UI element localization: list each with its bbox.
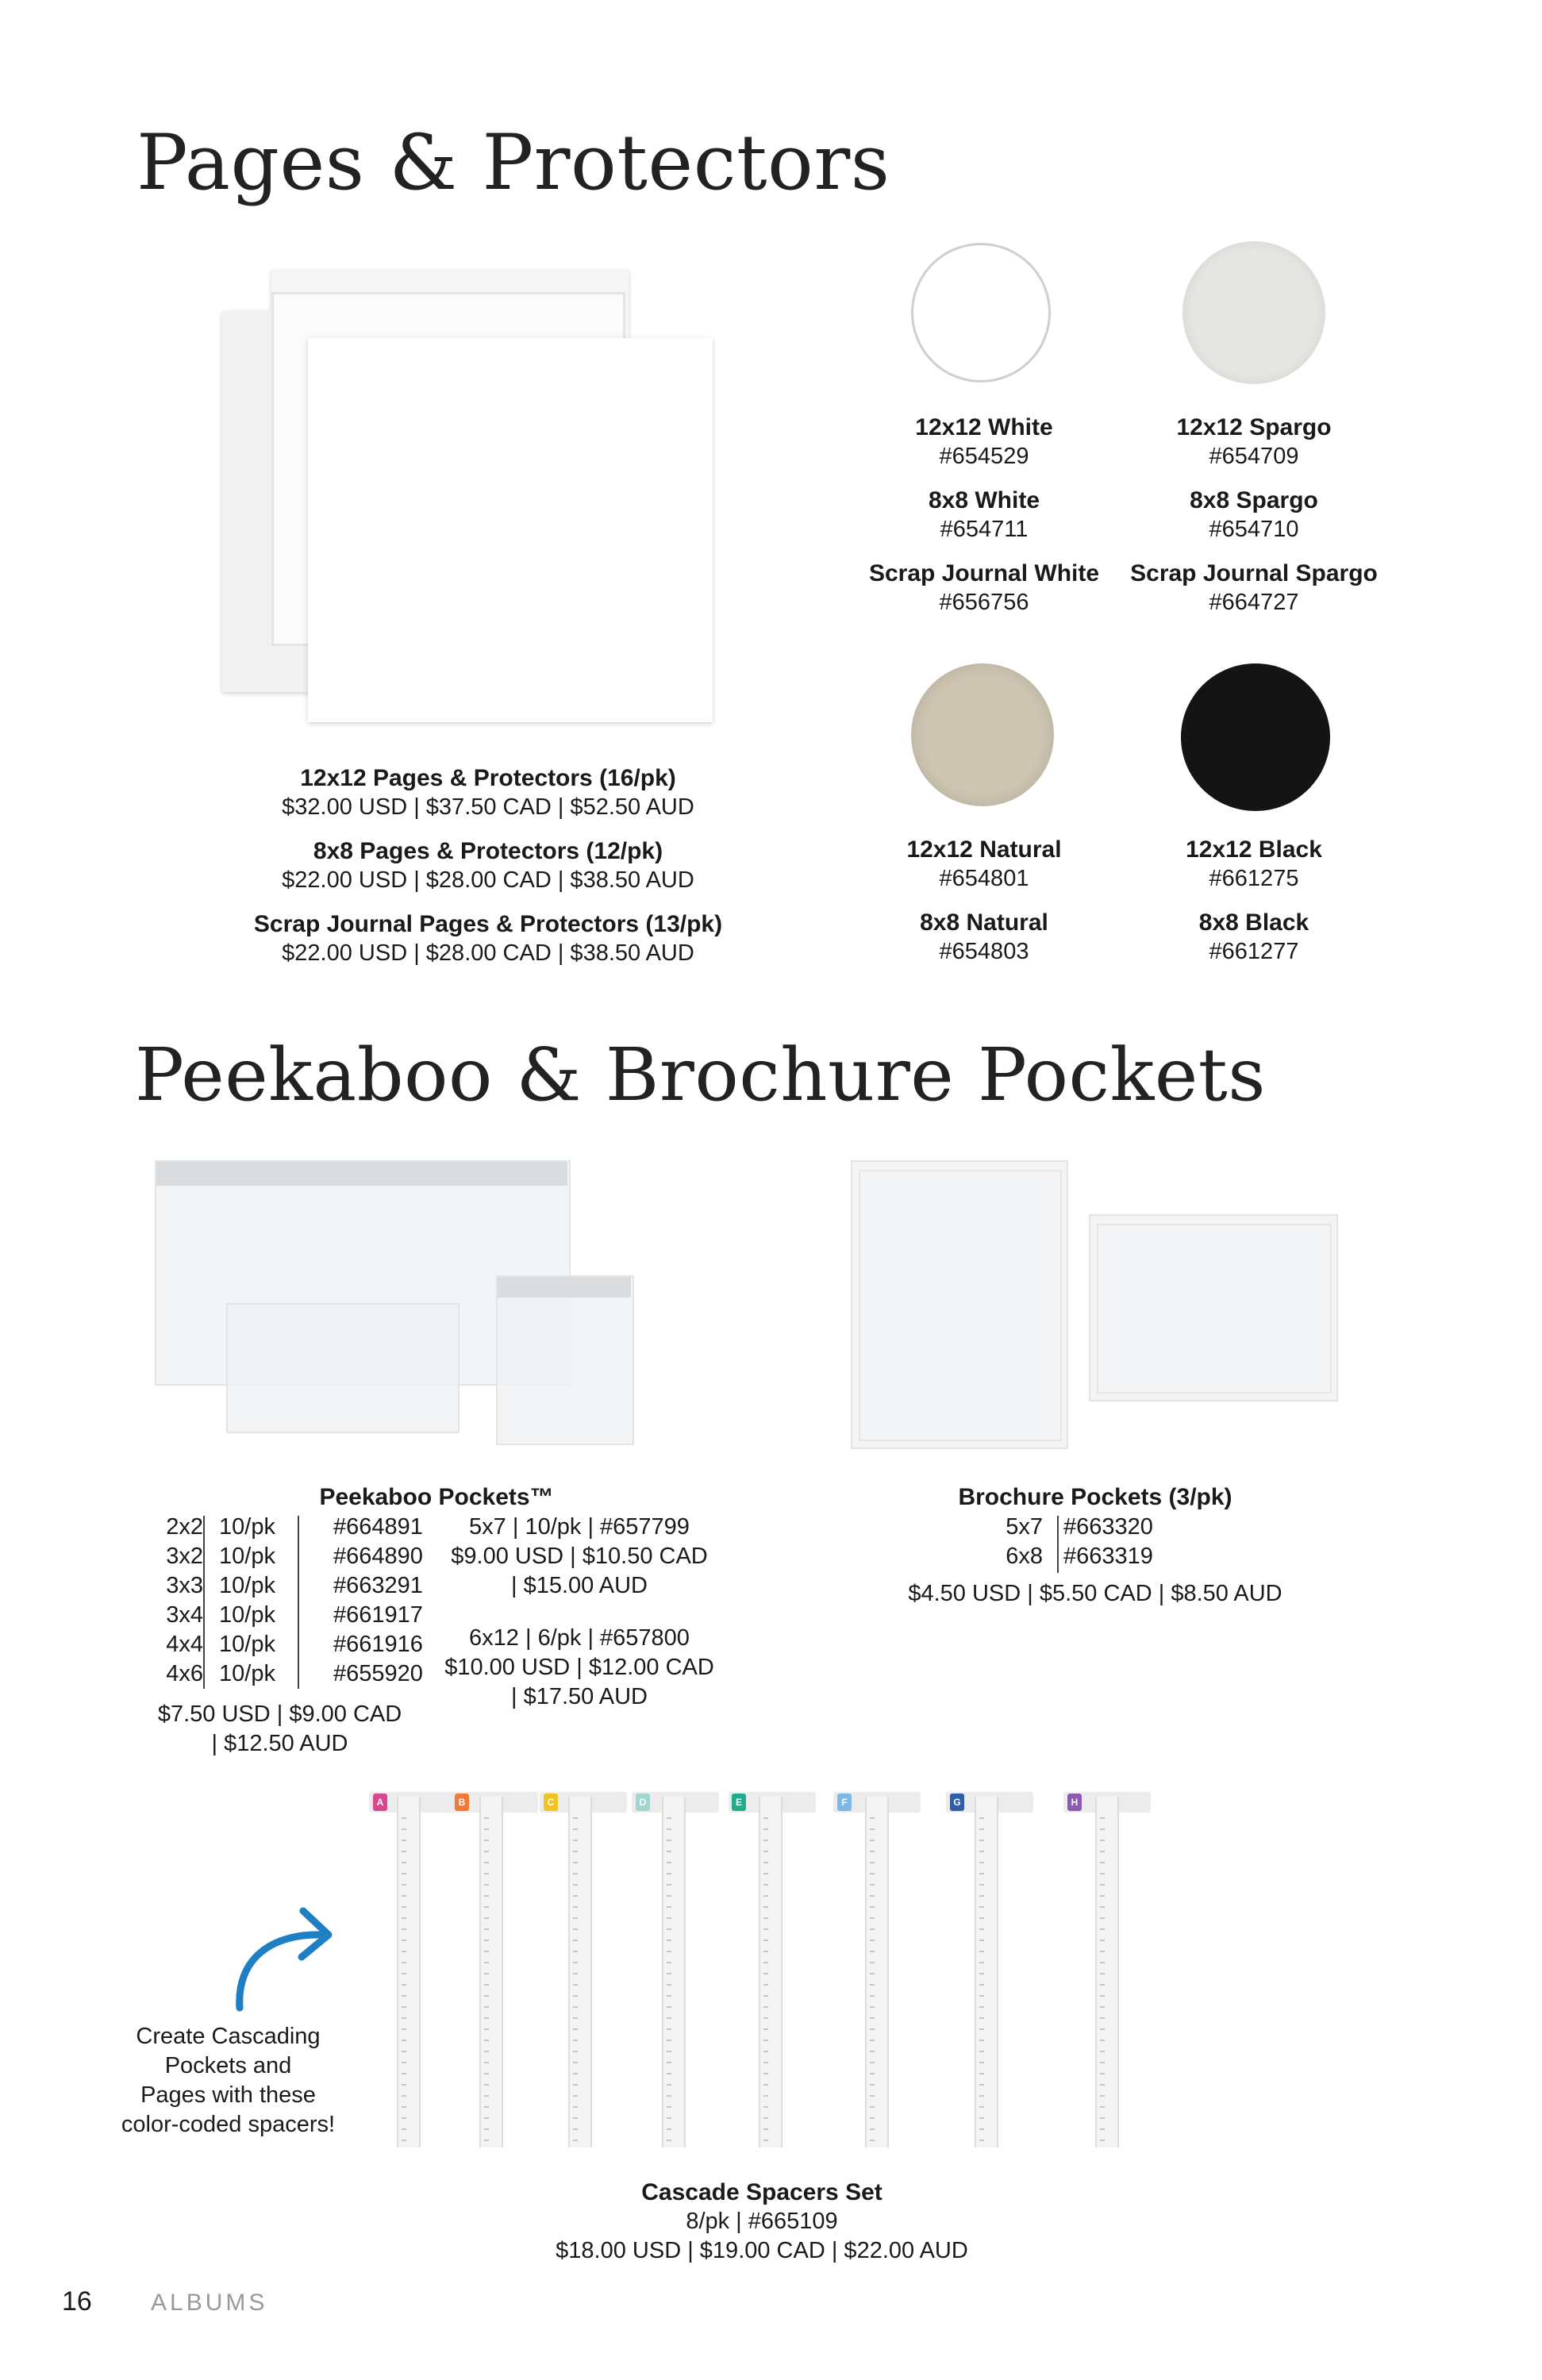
table-row xyxy=(968,1542,1254,1571)
pack-cell: 10/pk xyxy=(219,1544,275,1569)
sku-cell: #661917 xyxy=(333,1602,423,1628)
variant-sku: #654709 xyxy=(1209,444,1299,469)
spacer-label: E xyxy=(732,1794,746,1811)
product-price: $22.00 USD | $28.00 CAD | $38.50 AUD xyxy=(282,940,694,966)
column-divider xyxy=(203,1516,205,1689)
size-cell: 5x7 xyxy=(1006,1514,1043,1540)
callout-line: Pockets and xyxy=(164,2053,292,2078)
peekaboo-price xyxy=(119,1700,440,1759)
spacer-label: C xyxy=(544,1794,558,1811)
variant-sku: #664727 xyxy=(1209,590,1299,615)
white-variants xyxy=(857,413,1111,617)
product-pack: 8/pk | #665109 xyxy=(686,2209,838,2234)
variant-name: 12x12 Black xyxy=(1186,836,1322,863)
product-name: Cascade Spacers Set xyxy=(641,2179,883,2205)
spacer-label: D xyxy=(636,1794,650,1811)
swatch-black xyxy=(1181,663,1330,811)
brochure-table xyxy=(968,1513,1254,1571)
swatch-white xyxy=(911,243,1051,383)
pack-cell: 10/pk xyxy=(219,1632,275,1657)
pages-protectors-list xyxy=(198,763,778,968)
section-title-peekaboo-brochure: Peekaboo & Brochure Pockets xyxy=(135,1032,1266,1117)
table-row xyxy=(143,1659,429,1689)
table-row xyxy=(143,1630,429,1659)
table-row xyxy=(143,1513,429,1542)
peekaboo-6x12 xyxy=(429,1624,730,1712)
variant-sku: #654803 xyxy=(939,939,1029,964)
variant-name: 8x8 Natural xyxy=(920,909,1048,936)
size-cell: 3x4 xyxy=(166,1602,203,1628)
variant-sku: #661277 xyxy=(1209,939,1299,964)
callout-line: Pages with these xyxy=(140,2082,316,2108)
size-cell: 3x2 xyxy=(166,1544,203,1569)
pack-cell: 10/pk xyxy=(219,1661,275,1686)
table-row xyxy=(968,1513,1254,1542)
item-line: $10.00 USD | $12.00 CAD xyxy=(444,1655,714,1680)
sku-cell: #663291 xyxy=(333,1573,423,1598)
size-cell: 2x2 xyxy=(166,1514,203,1540)
column-divider xyxy=(298,1516,299,1689)
cascade-info xyxy=(444,2178,1079,2266)
variant-sku: #654529 xyxy=(939,444,1029,469)
sku-cell: #661916 xyxy=(333,1632,423,1657)
item-line: $9.00 USD | $10.50 CAD xyxy=(451,1544,708,1569)
size-cell: 4x6 xyxy=(166,1661,203,1686)
swatch-spargo xyxy=(1182,241,1325,384)
variant-name: 8x8 Black xyxy=(1198,909,1309,936)
price-line: | $12.50 AUD xyxy=(211,1731,348,1756)
variant-name: 12x12 Natural xyxy=(906,836,1062,863)
product-name: Scrap Journal Pages & Protectors (13/pk) xyxy=(253,911,723,937)
variant-name: 8x8 Spargo xyxy=(1190,487,1318,513)
brochure-price: $4.50 USD | $5.50 CAD | $8.50 AUD xyxy=(908,1581,1282,1606)
spacer-label: G xyxy=(950,1794,964,1811)
peekaboo-5x7 xyxy=(429,1513,730,1601)
section-title-pages-protectors: Pages & Protectors xyxy=(137,118,890,207)
variant-sku: #654801 xyxy=(939,866,1029,891)
spargo-variants xyxy=(1115,413,1393,617)
callout-line: color-coded spacers! xyxy=(121,2112,336,2137)
item-line: 5x7 | 10/pk | #657799 xyxy=(469,1514,690,1540)
cascade-callout xyxy=(87,2022,369,2140)
spacer-label: F xyxy=(837,1794,852,1811)
column-divider xyxy=(1057,1516,1059,1573)
price-line: $7.50 USD | $9.00 CAD xyxy=(157,1701,402,1727)
spacer-label: H xyxy=(1067,1794,1082,1811)
product-price: $22.00 USD | $28.00 CAD | $38.50 AUD xyxy=(282,867,694,893)
spacer-label: A xyxy=(373,1794,387,1811)
sku-cell: #663319 xyxy=(1063,1544,1153,1569)
product-name: 12x12 Pages & Protectors (16/pk) xyxy=(300,765,676,791)
peekaboo-table xyxy=(143,1513,429,1689)
product-price: $32.00 USD | $37.50 CAD | $52.50 AUD xyxy=(282,794,694,820)
size-cell: 6x8 xyxy=(1006,1544,1043,1569)
variant-sku: #656756 xyxy=(939,590,1029,615)
sku-cell: #664890 xyxy=(333,1544,423,1569)
table-row xyxy=(143,1571,429,1601)
variant-sku: #654711 xyxy=(940,517,1029,542)
variant-name: 12x12 White xyxy=(915,414,1053,440)
table-row xyxy=(143,1601,429,1630)
item-line: | $15.00 AUD xyxy=(511,1573,648,1598)
variant-name: 8x8 White xyxy=(928,487,1040,513)
pack-cell: 10/pk xyxy=(219,1573,275,1598)
curved-arrow-icon xyxy=(222,1897,349,2016)
variant-name: 12x12 Spargo xyxy=(1176,414,1332,440)
variant-name: Scrap Journal Spargo xyxy=(1130,560,1378,586)
peekaboo-heading: Peekaboo Pockets™ xyxy=(319,1484,554,1510)
pack-cell: 10/pk xyxy=(219,1602,275,1628)
section-label: ALBUMS xyxy=(151,2290,268,2316)
swatch-natural xyxy=(911,663,1054,806)
product-name: 8x8 Pages & Protectors (12/pk) xyxy=(313,838,663,864)
variant-name: Scrap Journal White xyxy=(868,560,1100,586)
item-line: | $17.50 AUD xyxy=(511,1684,648,1709)
spacer-label: B xyxy=(455,1794,469,1811)
sku-cell: #663320 xyxy=(1063,1514,1153,1540)
variant-sku: #661275 xyxy=(1209,866,1299,891)
page-number: 16 xyxy=(62,2286,92,2317)
table-row xyxy=(143,1542,429,1571)
variant-sku: #654710 xyxy=(1209,517,1299,542)
callout-line: Create Cascading xyxy=(136,2024,321,2049)
black-variants xyxy=(1127,835,1381,967)
pack-cell: 10/pk xyxy=(219,1514,275,1540)
brochure-pockets-image xyxy=(851,1160,1343,1454)
pages-protectors-image xyxy=(222,270,714,722)
size-cell: 4x4 xyxy=(166,1632,203,1657)
brochure-heading: Brochure Pockets (3/pk) xyxy=(958,1484,1232,1510)
sku-cell: #664891 xyxy=(333,1514,423,1540)
item-line: 6x12 | 6/pk | #657800 xyxy=(469,1625,690,1651)
natural-variants xyxy=(857,835,1111,967)
product-price: $18.00 USD | $19.00 CAD | $22.00 AUD xyxy=(556,2238,968,2263)
size-cell: 3x3 xyxy=(166,1573,203,1598)
peekaboo-pockets-image xyxy=(155,1160,647,1446)
sku-cell: #655920 xyxy=(333,1661,423,1686)
